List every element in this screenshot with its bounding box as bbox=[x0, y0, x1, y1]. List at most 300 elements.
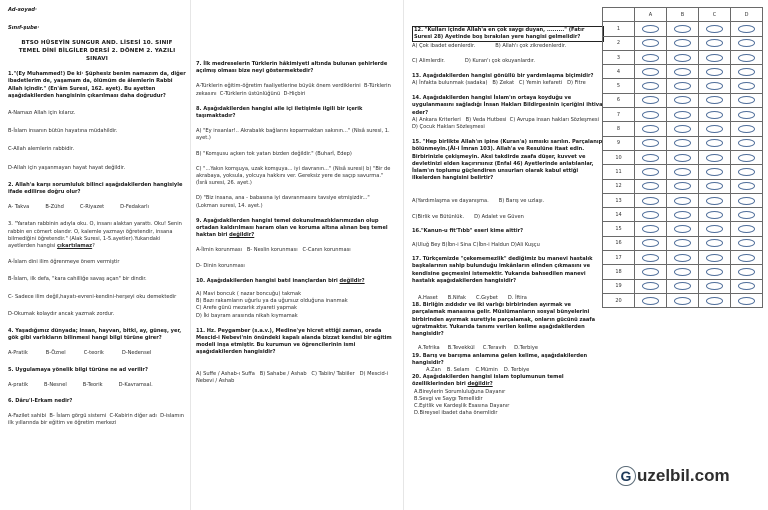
question-16-stem: 16."Kanun-u fit'Tıbb" eseri kime aittir? bbox=[412, 227, 524, 234]
answer-cell bbox=[731, 222, 763, 236]
answer-cell bbox=[731, 179, 763, 193]
answer-bubble-icon[interactable] bbox=[642, 82, 659, 90]
answer-row bbox=[603, 108, 763, 122]
question-15-options-cd bbox=[412, 214, 604, 221]
question-20-stem bbox=[412, 374, 604, 388]
answer-row-number: 4 bbox=[603, 65, 635, 79]
question-9-option-a[interactable]: A-İlmin korunması bbox=[196, 247, 242, 254]
question-1-option-a[interactable]: A-Namazı Allah için kılarız. bbox=[8, 110, 76, 116]
answer-row-number: 9 bbox=[603, 136, 635, 150]
answer-cell bbox=[667, 265, 699, 279]
answer-bubble-icon[interactable] bbox=[642, 68, 659, 76]
answer-cell bbox=[731, 36, 763, 50]
answer-bubble-icon[interactable] bbox=[706, 139, 723, 147]
question-10-stem bbox=[196, 278, 392, 285]
answer-sheet bbox=[602, 7, 763, 308]
answer-bubble-icon[interactable] bbox=[706, 282, 723, 290]
answer-column-header: A bbox=[635, 8, 667, 22]
question-16-option-d[interactable]: D)Ali Kuşçu bbox=[510, 242, 540, 249]
question-11-option-a[interactable]: A) Suffe / Ashab-ı Suffa bbox=[196, 370, 255, 377]
question-4-option-b[interactable]: B-Öznel bbox=[45, 350, 66, 357]
question-14-option-d[interactable]: D) Çocuk Hakları Sözleşmesi bbox=[412, 124, 485, 131]
question-8-option-b[interactable]: B) "Komşusu açken tok yatan bizden değildir." (Buharî, Edep) bbox=[196, 150, 352, 157]
exam-title: BTSO HÜSEYİN SUNGUR AND. LİSESİ 10. SINIF TEMEL DİNİ BİLGİLER DERSİ 2. DÖNEM 2. YAZILI SINAVI bbox=[18, 40, 176, 62]
answer-cell bbox=[699, 179, 731, 193]
question-19-option-b[interactable]: B. Selam bbox=[446, 366, 470, 373]
question-19-option-c[interactable]: C.Mümin bbox=[475, 366, 498, 373]
answer-bubble-icon[interactable] bbox=[642, 268, 659, 276]
question-16-options bbox=[412, 242, 604, 249]
question-15-option-a[interactable]: A)Yardımlaşma ve dayanışma. bbox=[412, 198, 489, 205]
answer-row bbox=[603, 22, 763, 36]
question-19-option-d[interactable]: D. Terbiye bbox=[503, 366, 530, 373]
question-17-option-d[interactable]: D. İftira bbox=[507, 295, 527, 302]
answer-cell bbox=[667, 36, 699, 50]
answer-bubble-icon[interactable] bbox=[674, 254, 691, 262]
answer-cell bbox=[667, 150, 699, 164]
answer-column-header: C bbox=[699, 8, 731, 22]
question-2-option-c[interactable]: C-Riyazet bbox=[79, 204, 105, 211]
answer-bubble-icon[interactable] bbox=[738, 125, 755, 133]
answer-cell bbox=[667, 251, 699, 265]
answer-bubble-icon[interactable] bbox=[738, 297, 755, 305]
question-3-option-b[interactable]: B-İslam, ilk defa, "kara cahilliğe savaş açan" bir dindir. bbox=[8, 276, 147, 283]
answer-bubble-icon[interactable] bbox=[674, 125, 691, 133]
question-7-option-c[interactable]: C-Türklerin üstünlüğünü bbox=[219, 90, 281, 97]
answer-cell bbox=[635, 50, 667, 64]
answer-bubble-icon[interactable] bbox=[674, 239, 691, 247]
answer-bubble-icon[interactable] bbox=[706, 297, 723, 305]
question-10-option-b[interactable]: B) Bazı rakamların uğurlu ya da uğursuz olduğuna inanmak bbox=[196, 298, 348, 305]
answer-cell bbox=[635, 279, 667, 293]
answer-bubble-icon[interactable] bbox=[706, 197, 723, 205]
answer-row bbox=[603, 251, 763, 265]
answer-row bbox=[603, 222, 763, 236]
answer-cell bbox=[731, 165, 763, 179]
answer-cell bbox=[699, 136, 731, 150]
question-15-option-b[interactable]: B) Barış ve uzlaşı. bbox=[498, 198, 545, 205]
answer-cell bbox=[699, 236, 731, 250]
answer-cell bbox=[635, 36, 667, 50]
answer-cell bbox=[731, 136, 763, 150]
question-2-stem: 2. Allah'a karşı sorumluluk bilinci aşağıdakilerden hangisiyle ifade edilirse doğru olur? bbox=[8, 181, 183, 196]
answer-cell bbox=[731, 293, 763, 307]
answer-cell bbox=[731, 236, 763, 250]
name-field-label: Ad-soyad· bbox=[8, 7, 37, 13]
answer-row bbox=[603, 265, 763, 279]
question-10-emphasis: değildir? bbox=[339, 277, 365, 284]
answer-cell bbox=[635, 108, 667, 122]
question-19-option-a[interactable]: A.Zan bbox=[426, 366, 441, 373]
logo-text: uzelbil.com bbox=[637, 466, 730, 485]
answer-bubble-icon[interactable] bbox=[706, 254, 723, 262]
answer-row bbox=[603, 279, 763, 293]
question-13-option-b[interactable]: B) Zekat bbox=[492, 80, 515, 87]
answer-bubble-icon[interactable] bbox=[642, 125, 659, 133]
answer-bubble-icon[interactable] bbox=[674, 68, 691, 76]
answer-cell bbox=[731, 208, 763, 222]
question-5-option-c[interactable]: B-Teorik bbox=[82, 381, 103, 388]
answer-bubble-icon[interactable] bbox=[738, 268, 755, 276]
question-9-option-c[interactable]: C-Canın korunması bbox=[302, 247, 351, 254]
question-3-option-c[interactable]: C- Sadece ilim değil,hayatı-evreni-kendini-herşeyi oku demektedir bbox=[8, 293, 177, 300]
question-4-option-a[interactable]: A-Pratik bbox=[8, 350, 28, 357]
answer-bubble-icon[interactable] bbox=[706, 125, 723, 133]
question-18-option-c[interactable]: C.Teravih bbox=[482, 345, 507, 352]
answer-bubble-icon[interactable] bbox=[674, 168, 691, 176]
question-3-stem bbox=[8, 221, 186, 250]
question-15-option-c[interactable]: C)Birlik ve Bütünlük. bbox=[412, 213, 465, 220]
answer-bubble-icon[interactable] bbox=[706, 111, 723, 119]
answer-bubble-icon[interactable] bbox=[642, 182, 659, 190]
answer-bubble-icon[interactable] bbox=[738, 139, 755, 147]
answer-bubble-icon[interactable] bbox=[674, 139, 691, 147]
answer-cell bbox=[667, 165, 699, 179]
answer-bubble-icon[interactable] bbox=[642, 254, 659, 262]
question-8-option-d[interactable]: D) "Biz insana, ana - babasına iyi davranmasını tavsiye etmişizdir..." (Lokman suresi, 14. ayet.) bbox=[196, 195, 370, 209]
question-11-option-d[interactable]: D) Mescid-i Nebevi / Ashab bbox=[196, 370, 388, 384]
answer-row-number: 7 bbox=[603, 108, 635, 122]
answer-bubble-icon[interactable] bbox=[706, 82, 723, 90]
answer-bubble-icon[interactable] bbox=[738, 68, 755, 76]
question-3-option-d[interactable]: D-Okumak kolaydır ancak yazmak zordur. bbox=[8, 310, 115, 317]
answer-cell bbox=[699, 222, 731, 236]
question-6-option-c[interactable]: C-Kabirin diğer adı bbox=[109, 413, 157, 420]
answer-bubble-icon[interactable] bbox=[674, 96, 691, 104]
answer-row bbox=[603, 179, 763, 193]
column-2 bbox=[196, 0, 392, 385]
answer-cell bbox=[699, 65, 731, 79]
answer-cell bbox=[635, 236, 667, 250]
answer-cell bbox=[635, 251, 667, 265]
question-2-option-b[interactable]: B-Zühd bbox=[45, 204, 64, 211]
answer-bubble-icon[interactable] bbox=[706, 268, 723, 276]
question-14-options bbox=[412, 117, 604, 131]
question-20-emphasis: değildir? bbox=[467, 381, 493, 388]
question-5-stem: 5. Uygulamaya yönelik bilgi türüne ne ad verilir? bbox=[8, 366, 148, 373]
question-16-option-c[interactable]: C)İbn-i Haldun bbox=[472, 242, 510, 249]
answer-bubble-icon[interactable] bbox=[642, 25, 659, 33]
question-6-option-a[interactable]: A-Fazilet sahibi bbox=[8, 413, 47, 420]
answer-bubble-icon[interactable] bbox=[674, 182, 691, 190]
answer-column-header: D bbox=[731, 8, 763, 22]
answer-bubble-icon[interactable] bbox=[706, 211, 723, 219]
guzelbil-logo bbox=[616, 466, 730, 486]
question-12-option-c[interactable]: C) Alimlerdir. bbox=[412, 57, 445, 64]
question-13-stem: 13. Aşağıdakilerden hangisi gönüllü bir yardımlaşma biçimidir? bbox=[412, 72, 594, 79]
answer-bubble-icon[interactable] bbox=[674, 54, 691, 62]
question-9-option-d[interactable]: D- Dinin korunması bbox=[196, 262, 245, 269]
answer-cell bbox=[731, 265, 763, 279]
answer-bubble-icon[interactable] bbox=[738, 239, 755, 247]
answer-row-number: 15 bbox=[603, 222, 635, 236]
answer-cell bbox=[731, 79, 763, 93]
answer-cell bbox=[731, 22, 763, 36]
question-13-option-c[interactable]: C) Yemin kefareti bbox=[518, 80, 563, 87]
question-1-option-d[interactable]: D-Allah için yaşanmayan hayat hayat değildir. bbox=[8, 164, 126, 171]
answer-bubble-icon[interactable] bbox=[738, 111, 755, 119]
answer-cell bbox=[667, 236, 699, 250]
answer-cell bbox=[667, 50, 699, 64]
answer-cell bbox=[699, 93, 731, 107]
question-6-option-b[interactable]: B- İslam görgü sistemi bbox=[49, 413, 107, 420]
answer-bubble-icon[interactable] bbox=[738, 154, 755, 162]
question-5-option-d[interactable]: D-Kavramsal. bbox=[118, 381, 153, 388]
answer-cell bbox=[667, 279, 699, 293]
answer-bubble-icon[interactable] bbox=[642, 111, 659, 119]
answer-row bbox=[603, 136, 763, 150]
answer-cell bbox=[635, 122, 667, 136]
question-10-option-c[interactable]: C) Arefe günü mezarlık ziyareti yapmak bbox=[196, 305, 298, 312]
question-12-options-ab bbox=[412, 43, 604, 50]
answer-bubble-icon[interactable] bbox=[738, 96, 755, 104]
answer-cell bbox=[699, 122, 731, 136]
answer-bubble-icon[interactable] bbox=[674, 25, 691, 33]
question-14-option-b[interactable]: B) Veda Hutbesi bbox=[465, 116, 507, 123]
question-5-option-a[interactable]: A-pratik bbox=[8, 381, 29, 388]
answer-bubble-icon[interactable] bbox=[642, 225, 659, 233]
question-7-option-b[interactable]: B-Türklerin zekasını bbox=[196, 83, 391, 97]
question-19-options bbox=[426, 367, 604, 374]
answer-cell bbox=[635, 179, 667, 193]
question-2-option-a[interactable]: A- Takva bbox=[8, 204, 30, 211]
question-12-option-b[interactable]: B) Allah'ı çok zikredenlerdir. bbox=[495, 43, 567, 50]
answer-bubble-icon[interactable] bbox=[642, 154, 659, 162]
answer-bubble-icon[interactable] bbox=[738, 197, 755, 205]
answer-bubble-icon[interactable] bbox=[674, 111, 691, 119]
question-13-option-a[interactable]: A) İnfakta bulunmak (sadaka) bbox=[412, 80, 488, 87]
answer-cell bbox=[635, 222, 667, 236]
question-2-option-d[interactable]: D-Fedakarlı bbox=[120, 204, 149, 211]
answer-bubble-icon[interactable] bbox=[674, 82, 691, 90]
answer-column-header: B bbox=[667, 8, 699, 22]
answer-bubble-icon[interactable] bbox=[738, 254, 755, 262]
answer-bubble-icon[interactable] bbox=[738, 54, 755, 62]
answer-cell bbox=[635, 293, 667, 307]
answer-bubble-icon[interactable] bbox=[738, 182, 755, 190]
answer-bubble-icon[interactable] bbox=[706, 182, 723, 190]
question-15-stem: 15. "Hep birlikte Allah'ın ipine (Kuran'a) sımsıkı sarılın. Parçalanıp bölünmeyin.(Âl-i İmran 103). Allah'a ve Resulüne itaat edin. Birbirinizle çekişmeyin. Aksi takdirde zaafa düşer, kuvvet ve devletinizi elden kaçırırsınız (Enfal 46) Ayetlerinde anlatılanlar, İslam'ın toplumu güçlendiren unsurları olarak kabul ettiği ilkelerden hangisini belirtir? bbox=[412, 139, 603, 182]
question-7-stem: 7. İlk medreselerin Türklerin hâkimiyeti altında bulunan şehirlerde açılmış olması bize neyi göstermektedir? bbox=[196, 61, 388, 75]
answer-cell bbox=[667, 65, 699, 79]
answer-row-number: 13 bbox=[603, 193, 635, 207]
question-12-stem: 12. "Kulları içinde Allah'a en çok saygı duyan, ........." (Fatır Suresi 28) Ayetinde boş bırakılan yere hangisi gelmelidir? bbox=[412, 26, 604, 42]
question-7-option-a[interactable]: A-Türklerin eğitim-öğretim faaliyetlerine büyük önem verdiklerini bbox=[196, 83, 361, 90]
column-1 bbox=[8, 0, 186, 428]
answer-cell bbox=[699, 251, 731, 265]
question-8-option-c[interactable]: C) "...Yakın komşuya, uzak komşuya... iyi davranın..." (Nisâ suresi) b) "Bir de akrabaya, yoksula, yolcuya hakkını ver. Gereksiz yere de saçıp savurma." (İsrâ suresi, 26. ayet.) bbox=[196, 165, 391, 187]
question-3-option-a[interactable]: A-İslam dini ilim öğrenmeye önem vermiştir bbox=[8, 259, 120, 266]
answer-bubble-icon[interactable] bbox=[674, 154, 691, 162]
question-13-option-d[interactable]: D) Fitre bbox=[567, 80, 586, 87]
answer-bubble-icon[interactable] bbox=[738, 39, 755, 47]
answer-bubble-icon[interactable] bbox=[738, 168, 755, 176]
answer-row-number: 17 bbox=[603, 251, 635, 265]
answer-bubble-icon[interactable] bbox=[738, 82, 755, 90]
answer-bubble-icon[interactable] bbox=[674, 297, 691, 305]
question-10-stem-text: 10. Aşağıdakilerden hangisi batıl inançlardan biri bbox=[196, 277, 338, 284]
answer-bubble-icon[interactable] bbox=[674, 282, 691, 290]
question-1-option-c[interactable]: C-Allah alemlerin rabbidir. bbox=[8, 146, 75, 153]
answer-bubble-icon[interactable] bbox=[642, 211, 659, 219]
answer-row bbox=[603, 293, 763, 307]
answer-cell bbox=[635, 65, 667, 79]
question-14-stem: 14. Aşağıdakilerden hangisi İslam'ın ortaya koyduğu ve uygulanmasını sağladığı İnsan Hakları Bildirgesinin içeriğini ihtiva eder? bbox=[412, 95, 603, 116]
question-17-option-c[interactable]: C.Gıybet bbox=[475, 295, 498, 302]
answer-row-number: 14 bbox=[603, 208, 635, 222]
answer-bubble-icon[interactable] bbox=[706, 39, 723, 47]
question-11-option-c[interactable]: C) Tabiin/ Tabiiler bbox=[311, 370, 355, 377]
answer-cell bbox=[731, 93, 763, 107]
question-4-option-c[interactable]: C-teorik bbox=[83, 350, 104, 357]
question-20-option-a[interactable]: A.Bireylerin Sorumluluğuna Dayanır bbox=[414, 388, 506, 395]
question-16-option-b[interactable]: B)İbn-i Sina bbox=[441, 242, 472, 249]
answer-bubble-icon[interactable] bbox=[642, 168, 659, 176]
question-17-option-b[interactable]: B.Nifak bbox=[447, 295, 466, 302]
question-3-stem-text: 3. "Yaratan rabbinin adıyla oku. O, insanı alaktan yarattı. Oku! Senin rabbin en cömert olandır. O, kalemle yazmayı öğretendir, insana bilmediğini öğretendir." (Alak Suresi, 1-5.ayetler).Yukarıdaki ayetlerden hangisi bbox=[8, 221, 182, 250]
question-11-option-b[interactable]: B) Sahabe / Ashab bbox=[259, 370, 307, 377]
answer-bubble-icon[interactable] bbox=[642, 239, 659, 247]
answer-bubble-icon[interactable] bbox=[642, 197, 659, 205]
answer-bubble-icon[interactable] bbox=[642, 282, 659, 290]
question-15-option-d[interactable]: D) Adalet ve Güven bbox=[474, 213, 524, 220]
answer-cell bbox=[635, 208, 667, 222]
answer-row-number: 10 bbox=[603, 150, 635, 164]
question-20-option-d[interactable]: D.Bireysel ibadet daha önemlidir bbox=[414, 410, 498, 417]
class-field-label: Sınıf-şube· bbox=[8, 25, 40, 32]
question-1-stem: 1."(Ey Muhammed!) De ki· Şüphesiz benim namazım da, diğer ibadetlerim de, yaşamam da, ölümüm de âlemlerin Rabbi Allah içindir." (En'âm Suresi, 162. ayet). Bu ayetten aşağıdakilerden hangisinin çıkarılması daha doğrudur? bbox=[8, 71, 186, 99]
answer-bubble-icon[interactable] bbox=[738, 282, 755, 290]
answer-row bbox=[603, 65, 763, 79]
answer-bubble-icon[interactable] bbox=[706, 96, 723, 104]
column-divider bbox=[190, 0, 191, 510]
answer-cell bbox=[635, 136, 667, 150]
question-7-options bbox=[196, 83, 392, 97]
answer-cell bbox=[635, 265, 667, 279]
question-12-option-a[interactable]: A) Çok ibadet edenlerdir. bbox=[412, 43, 476, 50]
question-18-option-a[interactable]: A.Tefrika bbox=[418, 345, 440, 352]
question-18-options bbox=[418, 345, 604, 352]
answer-bubble-icon[interactable] bbox=[642, 54, 659, 62]
question-13-options bbox=[412, 80, 604, 87]
question-18-option-b[interactable]: B.Tevekkül bbox=[447, 345, 475, 352]
answer-cell bbox=[667, 179, 699, 193]
answer-row bbox=[603, 79, 763, 93]
answer-bubble-icon[interactable] bbox=[642, 297, 659, 305]
question-1-option-b[interactable]: B-İslam insanın bütün hayatına müdahildir. bbox=[8, 128, 118, 135]
answer-cell bbox=[667, 222, 699, 236]
answer-bubble-icon[interactable] bbox=[642, 139, 659, 147]
answer-cell bbox=[635, 165, 667, 179]
answer-row-number: 16 bbox=[603, 236, 635, 250]
question-5-option-b[interactable]: B-Nesnel bbox=[44, 381, 67, 388]
answer-cell bbox=[731, 50, 763, 64]
answer-row-number: 8 bbox=[603, 122, 635, 136]
question-16-option-a[interactable]: A)Uluğ Bey bbox=[412, 242, 441, 249]
answer-bubble-icon[interactable] bbox=[738, 211, 755, 219]
answer-bubble-icon[interactable] bbox=[706, 168, 723, 176]
question-20-option-c[interactable]: C.Eşitlik ve Kardeşlik Esasına Dayanır bbox=[414, 402, 510, 409]
answer-row bbox=[603, 208, 763, 222]
answer-row bbox=[603, 193, 763, 207]
answer-cell bbox=[699, 279, 731, 293]
question-12-option-d[interactable]: D) Kuran'ı çok okuyanlardır. bbox=[464, 57, 536, 64]
question-5-options bbox=[8, 382, 186, 389]
answer-cell bbox=[699, 36, 731, 50]
answer-row-number: 6 bbox=[603, 93, 635, 107]
answer-row bbox=[603, 236, 763, 250]
answer-bubble-icon[interactable] bbox=[642, 96, 659, 104]
question-17-option-a[interactable]: A.Haset bbox=[418, 295, 438, 302]
answer-cell bbox=[731, 279, 763, 293]
question-7-option-d[interactable]: D-Hiçbiri bbox=[283, 90, 306, 97]
answer-cell bbox=[731, 108, 763, 122]
answer-cell bbox=[667, 293, 699, 307]
answer-cell bbox=[667, 208, 699, 222]
question-6-stem: 6. Dâru'l-Erkam nedir? bbox=[8, 398, 73, 405]
answer-bubble-icon[interactable] bbox=[642, 39, 659, 47]
question-11-options bbox=[196, 371, 392, 385]
answer-cell bbox=[635, 79, 667, 93]
question-10-option-d[interactable]: D) İki bayram arasında nikah kıymamak bbox=[196, 312, 298, 319]
answer-cell bbox=[699, 165, 731, 179]
answer-bubble-icon[interactable] bbox=[674, 211, 691, 219]
answer-bubble-icon[interactable] bbox=[738, 225, 755, 233]
answer-bubble-icon[interactable] bbox=[674, 225, 691, 233]
question-14-option-c[interactable]: C) Avrupa insan hakları Sözleşmesi bbox=[509, 116, 599, 123]
answer-bubble-icon[interactable] bbox=[674, 197, 691, 205]
answer-cell bbox=[699, 108, 731, 122]
question-11-stem: 11. Hz. Peygamber (s.a.v.), Medine'ye hicret ettiği zaman, orada Mescid-i Nebevi'nin önündeki kapalı alanda bizzat kendisi bir eğitim modeli inşa etmiştir. Bu kurumun ve öğrencilerinin ismi aşağıdakilerden hangisidir? bbox=[196, 327, 392, 356]
answer-cell bbox=[667, 79, 699, 93]
answer-bubble-icon[interactable] bbox=[706, 225, 723, 233]
question-9-emphasis: değildir? bbox=[229, 232, 255, 239]
question-4-options bbox=[8, 350, 186, 357]
answer-cell bbox=[731, 251, 763, 265]
answer-row bbox=[603, 36, 763, 50]
question-6-option-d[interactable]: D-islamın ilk yıllarında bir eğitim ve öğretim merkezi bbox=[8, 413, 185, 427]
answer-bubble-icon[interactable] bbox=[706, 25, 723, 33]
answer-cell bbox=[667, 22, 699, 36]
answer-row-number: 19 bbox=[603, 279, 635, 293]
answer-bubble-icon[interactable] bbox=[706, 68, 723, 76]
answer-cell bbox=[667, 108, 699, 122]
question-18-option-d[interactable]: D.Terbiye bbox=[514, 345, 538, 352]
answer-cell bbox=[635, 150, 667, 164]
question-4-option-d[interactable]: D-Nedensel bbox=[121, 350, 152, 357]
question-14-option-a[interactable]: A) Ankara Kriterleri bbox=[412, 116, 461, 123]
answer-bubble-icon[interactable] bbox=[706, 239, 723, 247]
question-8-stem: 8. Aşağıdakilerden hangisi aile içi iletişimle ilgili bir içerik taşımaktadır? bbox=[196, 105, 363, 120]
question-20-option-b[interactable]: B.Sevgi ve Saygı Temellidir bbox=[414, 395, 483, 402]
question-10-option-a[interactable]: A) Mavi boncuk ( nazar boncuğu) takmak bbox=[196, 291, 302, 298]
answer-bubble-icon[interactable] bbox=[738, 25, 755, 33]
question-3-emphasis: çıkartılamaz bbox=[56, 243, 93, 250]
answer-bubble-icon[interactable] bbox=[706, 54, 723, 62]
logo-g-emblem: G bbox=[616, 466, 636, 486]
answer-bubble-icon[interactable] bbox=[674, 268, 691, 276]
answer-row-number: 18 bbox=[603, 265, 635, 279]
answer-cell bbox=[699, 22, 731, 36]
question-8-option-a[interactable]: A) "Ey insanlar!.. Akrabalık bağlarını koparmaktan sakının..." (Nisâ suresi, 1. ayet.) bbox=[196, 128, 390, 142]
answer-bubble-icon[interactable] bbox=[706, 154, 723, 162]
answer-row bbox=[603, 165, 763, 179]
answer-bubble-icon[interactable] bbox=[674, 39, 691, 47]
answer-cell bbox=[667, 122, 699, 136]
question-9-option-b[interactable]: B- Neslin korunması bbox=[246, 247, 298, 254]
question-12-options-cd bbox=[412, 58, 604, 65]
question-19-stem: 19. Barış ve barışma anlamına gelen kelime, aşağıdakilerden hangisidir? bbox=[412, 352, 588, 366]
